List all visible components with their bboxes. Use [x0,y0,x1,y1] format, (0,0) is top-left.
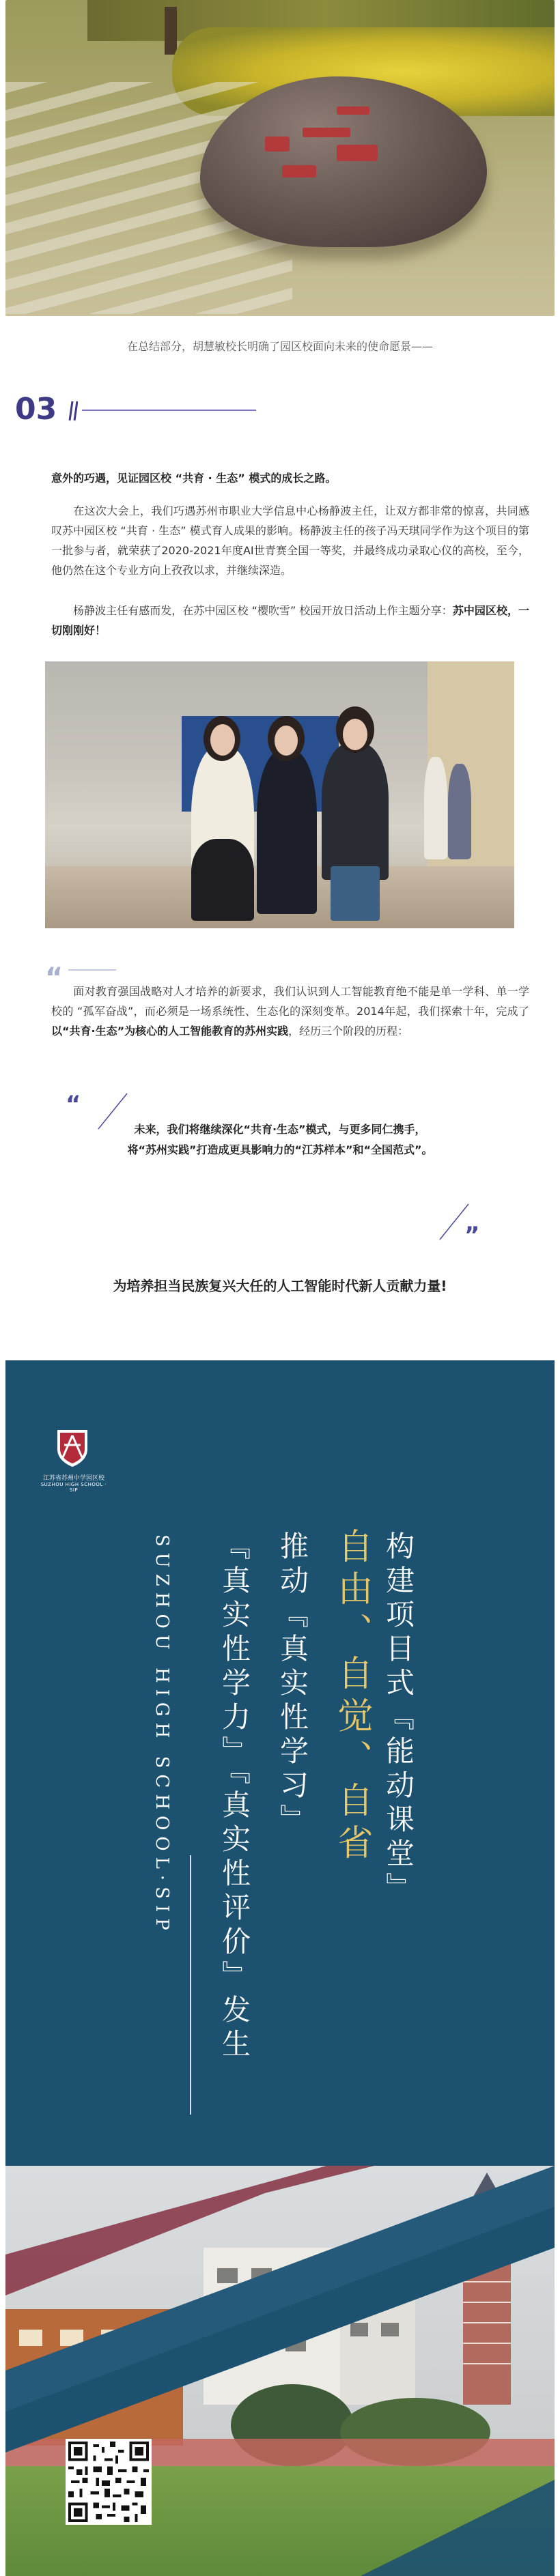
section-number: 03 [15,392,57,427]
qr-code[interactable] [66,2439,152,2525]
school-poster [5,1360,555,2576]
paragraph-3: 面对教育强国战略对人才培养的新要求，我们认识到人工智能教育绝不能是单一学科、单一学校的 “孤军奋战”，而必须是一场系统性、生态化的深刻变革。2014年起，我们探索十年，完成了以“共育·生态”为核心的人工智能教育的苏州实践，经历三个阶段的历程： [51,985,529,1037]
event-group-photo [45,661,514,928]
paragraph-2: 杨静波主任有感而发，在苏中园区校 “樱吹雪” 校园开放日活动上作主题分享：苏中园区校，一切刚刚好！ [51,604,529,637]
poster-line-4: 『真实性学力』『真实性评价』发生 [218,1531,251,2063]
school-name-vertical: SUZHOU HIGH SCHOOL·SIP [152,1534,172,1936]
section-divider [82,410,256,411]
quote-divider [68,969,116,971]
campus-rock-photo [5,0,555,316]
open-quote-icon: “ [66,1091,81,1118]
lead-text: 意外的巧遇，见证园区校 “共育 · 生态” 模式的成长之路。 [51,472,337,485]
quote-icon: “ [45,962,64,994]
school-name-en: SUZHOU HIGH SCHOOL · SIP [40,1482,107,1493]
paragraph-3-highlight: 以“共育·生态”为核心的人工智能教育的苏州实践 [51,1025,289,1037]
quote-text [61,1119,499,1160]
school-crest-icon [55,1427,90,1468]
paragraph-2-highlight: 苏中园区校，一切刚刚好！ [51,604,529,637]
close-quote-icon: ” [464,1222,480,1249]
poster-line-3: 推动『真实性学习』 [276,1531,309,1838]
person-right [322,743,389,880]
poster-divider [190,1855,191,2115]
lamp-post [165,7,177,55]
poster-line-1: 构建项目式『能动课堂』 [382,1531,415,1906]
photo-caption: 在总结部分，胡慧敏校长明确了园区校面向未来的使命愿景—— [126,340,433,353]
quote-line-1: 未来，我们将继续深化“共育·生态”模式，与更多同仁携手， [134,1123,426,1136]
school-name-cn: 江苏省苏州中学园区校 [43,1475,105,1482]
poster-line-2: 自由、自觉、自省 [331,1528,372,1866]
paragraph-1: 在这次大会上，我们巧遇苏州市职业大学信息中心杨静波主任，让双方都非常的惊喜，共同感叹苏中园区校 “共育 · 生态” 模式育人成果的影响。杨静波主任的孩子冯天琪同学作为这个项目的第一批参与者，就荣获了2020-2021年度AI世青赛全国一等奖，并最终成功录取心仪的高校，至今，他仍然在这个专业方向上孜孜以求，并继续深造。 [51,504,529,577]
closing-statement: 为培养担当民族复兴大任的人工智能时代新人贡献力量! [113,1278,447,1294]
quote-line-2: 将“苏州实践”打造成更具影响力的“江苏样本”和“全国范式”。 [127,1143,433,1156]
person-middle [257,750,317,914]
slash-icon [67,400,78,422]
